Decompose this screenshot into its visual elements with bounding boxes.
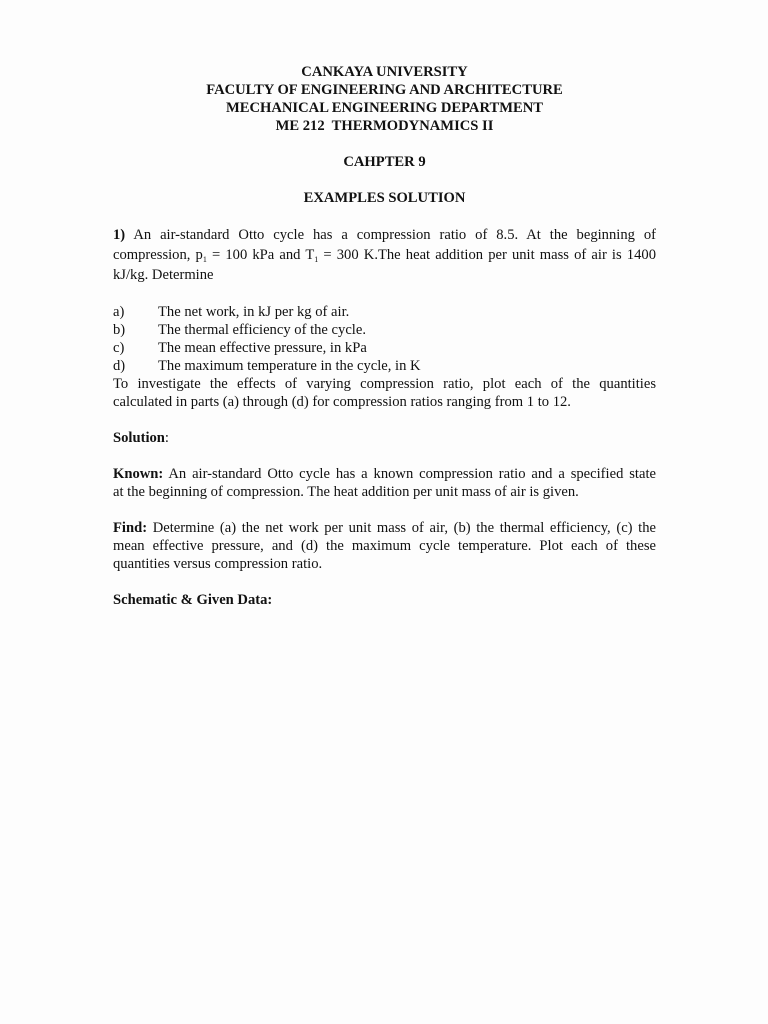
section-title: EXAMPLES SOLUTION	[303, 190, 466, 206]
university-name: CANKAYA UNIVERSITY	[301, 64, 468, 80]
solution-label: Solution	[113, 430, 165, 446]
solution-heading	[113, 429, 656, 447]
schematic-heading	[113, 591, 656, 609]
schematic-label: Schematic & Given Data:	[113, 592, 273, 608]
problem-number: 1)	[113, 227, 126, 243]
investigate-line-1: To investigate the effects of varying compression ratio, plot each of the quantities	[113, 376, 656, 392]
list-item	[113, 321, 656, 339]
list-text: The net work, in kJ per kg of air.	[158, 304, 350, 320]
list-marker: c)	[113, 340, 125, 356]
known-text-1: An air-standard Otto cycle has a known compression ratio and a specified state	[163, 466, 656, 482]
chapter-heading: CAHPTER 9	[343, 154, 426, 170]
problem-text-2c: = 300 K.The heat addition per unit mass of air is 1400	[318, 247, 656, 263]
find-line-1	[113, 519, 656, 537]
known-line-2: at the beginning of compression. The heat addition per unit mass of air is given.	[113, 484, 579, 500]
course-title: ME 212 THERMODYNAMICS II	[275, 118, 494, 134]
problem-line-2	[113, 245, 656, 265]
problem-line-1	[113, 225, 656, 245]
problem-text-1: An air-standard Otto cycle has a compression ratio of 8.5. At the beginning of	[133, 227, 657, 243]
determine-list	[113, 303, 656, 375]
known-label: Known:	[113, 466, 164, 482]
problem-text-2a: compression, p	[113, 247, 203, 263]
list-marker: a)	[113, 304, 125, 320]
solution-colon: :	[164, 430, 169, 446]
problem-statement	[113, 225, 656, 285]
list-text: The maximum temperature in the cycle, in K	[158, 358, 421, 374]
investigate-line-2: calculated in parts (a) through (d) for compression ratios ranging from 1 to 12.	[113, 394, 571, 410]
list-marker: b)	[113, 322, 126, 338]
faculty-name: FACULTY OF ENGINEERING AND ARCHITECTURE	[206, 82, 563, 98]
problem-line-3: kJ/kg. Determine	[113, 267, 214, 283]
find-line-3: quantities versus compression ratio.	[113, 556, 323, 572]
list-item	[113, 303, 656, 321]
p-subscript: 1	[202, 255, 207, 264]
find-text-1: Determine (a) the net work per unit mass of air, (b) the thermal efficiency, (c) the	[147, 520, 656, 536]
list-marker: d)	[113, 358, 126, 374]
list-item	[113, 357, 656, 375]
list-item	[113, 339, 656, 357]
list-text: The mean effective pressure, in kPa	[158, 340, 367, 356]
investigate-paragraph	[113, 375, 656, 411]
document-header	[113, 63, 656, 135]
t-subscript: 1	[314, 255, 319, 264]
find-label: Find:	[113, 520, 148, 536]
find-paragraph	[113, 519, 656, 573]
department-name: MECHANICAL ENGINEERING DEPARTMENT	[225, 100, 544, 116]
document-content	[113, 63, 656, 609]
known-line-1	[113, 465, 656, 483]
list-text: The thermal efficiency of the cycle.	[158, 322, 366, 338]
known-paragraph	[113, 465, 656, 501]
find-line-2: mean effective pressure, and (d) the maximum cycle temperature. Plot each of these	[113, 538, 656, 554]
problem-text-2b: = 100 kPa and T	[206, 247, 315, 263]
